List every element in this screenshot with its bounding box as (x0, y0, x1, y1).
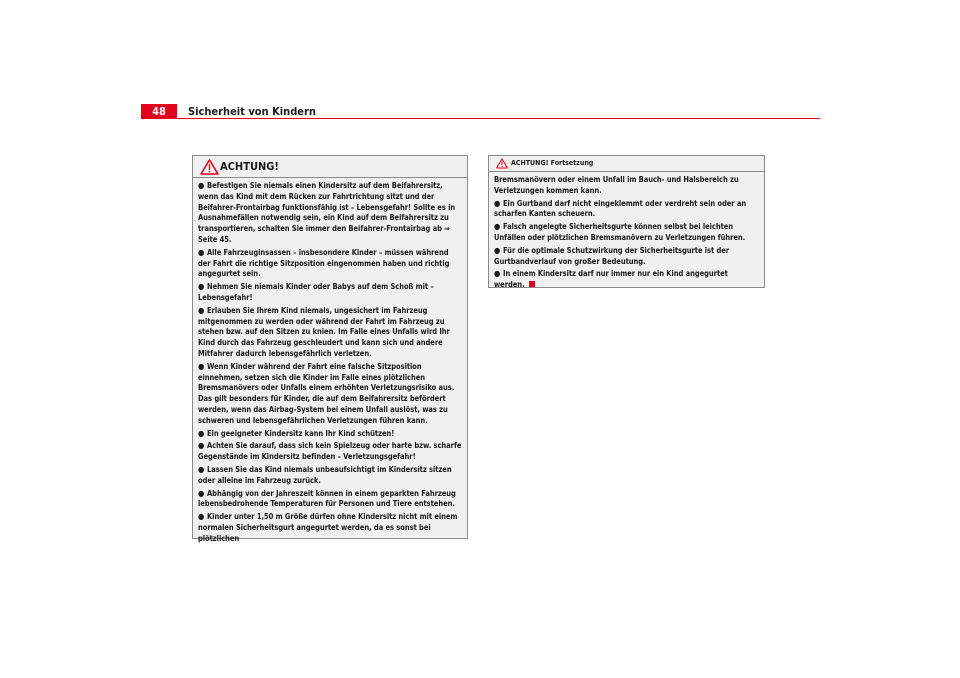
end-of-section-icon (529, 281, 535, 287)
bullet-icon: ● (198, 282, 205, 292)
list-item (494, 246, 759, 268)
list-item-text: Erlauben Sie Ihrem Kind niemals, ungesichert im Fahrzeug mitgenommen zu werden oder während der Fahrt im Fahrzeug zu stehen bzw. auf den Sitzen zu knien. Im Falle eines Unfalls wird Ihr Kind durch das Fahrzeug geschleudert und kann sich und andere Mitfahrer dadurch lebensgefährlich verletzen. (198, 305, 450, 358)
bullet-icon: ● (494, 198, 501, 208)
bullet-icon: ● (494, 222, 501, 232)
bullet-icon: ● (198, 464, 205, 474)
warning-box-continued (488, 155, 765, 288)
list-item-text: Abhängig von der Jahreszeit können in einem geparkten Fahrzeug lebensbedrohende Temperaturen für Personen und Tiere entstehen. (198, 488, 456, 509)
warning-heading: ACHTUNG! (220, 160, 279, 173)
bullet-icon: ● (198, 305, 205, 315)
list-item (198, 429, 462, 440)
list-item (198, 465, 462, 487)
bullet-icon: ● (494, 245, 501, 255)
list-item-text: Achten Sie darauf, dass sich kein Spielzeug oder harte bzw. scharfe Gegenstände im Kindersitz befinden – Verletzungsgefahr! (198, 441, 462, 462)
list-item-text: Wenn Kinder während der Fahrt eine falsche Sitzposition einnehmen, setzen sich die Kinder im Falle eines plötzlichen Bremsmanövers oder Unfalls einem erhöhten Verletzungsrisiko aus. Das gilt besonders für Kinder, die auf dem Beifahrersitz befördert werden, wenn das Airbag-System bei einem Unfall auslöst, was zu schweren und lebensgefährlichen Verletzungen führen kann. (198, 361, 455, 425)
list-item (198, 306, 462, 360)
warning-heading: ACHTUNG! Fortsetzung (511, 159, 594, 167)
warning-box (192, 155, 468, 543)
list-item-text: In einem Kindersitz darf nur immer nur ein Kind angegurtet werden. (494, 269, 728, 290)
list-item (198, 248, 462, 280)
list-item-text: Alle Fahrzeuginsassen – insbesondere Kinder – müssen während der Fahrt die richtige Sitzposition eingenommen haben und richtig angegurtet sein. (198, 247, 450, 279)
list-item-text: Falsch angelegte Sicherheitsgurte können selbst bei leichten Unfällen oder plötzlichen Bremsmanövern zu Verletzungen führen. (494, 222, 746, 242)
list-item (198, 512, 462, 544)
list-item-text: Nehmen Sie niemals Kinder oder Babys auf dem Schoß mit – Lebensgefahr! (198, 282, 434, 302)
list-item-text: Kinder unter 1,50 m Größe dürfen ohne Kindersitz nicht mit einem normalen Sicherheitsgurt angegurtet werden, da es sonst bei plötzlichen (198, 512, 458, 543)
list-item (198, 181, 462, 246)
page-title: Sicherheit von Kindern (188, 105, 316, 118)
bullet-icon: ● (198, 247, 205, 257)
bullet-icon: ● (494, 269, 501, 279)
bullet-icon: ● (198, 181, 205, 190)
bullet-icon: ● (198, 361, 205, 371)
list-item-text: Lassen Sie das Kind niemals unbeaufsichtigt im Kindersitz sitzen oder alleine im Fahrzeug zurück. (198, 464, 452, 485)
list-item (198, 282, 462, 304)
list-item-text: Befestigen Sie niemals einen Kindersitz auf dem Beifahrersitz, wenn das Kind mit dem Rücken zur Fahrtrichtung sitzt und der Beifahrer-Frontairbag funktionsfähig ist – Lebensgefahr! Sollte es in Ausnahmefällen notwendig sein, ein Kind auf dem Beifahrersitz zu transportieren, schalten Sie immer den Beifahrer-Frontairbag ab ⇒ Seite 45. (198, 181, 456, 244)
list-item (198, 441, 462, 463)
continuation-text: Bremsmanövern oder einem Unfall im Bauch- und Halsbereich zu Verletzungen kommen kann. (494, 175, 739, 195)
warning-box-header (489, 156, 764, 172)
warning-triangle-icon (200, 159, 219, 175)
list-item (494, 269, 759, 291)
list-item (494, 222, 759, 244)
list-item (494, 199, 759, 221)
list-item-text: Ein geeigneter Kindersitz kann Ihr Kind schützen! (207, 428, 395, 438)
page-number: 48 (141, 104, 177, 119)
list-item-text: Für die optimale Schutzwirkung der Sicherheitsgurte ist der Gurtbandverlauf von großer Bedeutung. (494, 245, 730, 266)
bullet-icon: ● (198, 441, 205, 451)
list-item (198, 362, 462, 427)
list-item-text: Ein Gurtband darf nicht eingeklemmt oder verdreht sein oder an scharfen Kanten scheuern. (494, 198, 747, 219)
bullet-icon: ● (198, 512, 205, 522)
list-item (198, 489, 462, 511)
warning-triangle-icon (496, 158, 508, 169)
warning-body (489, 172, 764, 291)
bullet-icon: ● (198, 488, 205, 498)
bullet-icon: ● (198, 428, 205, 438)
header-divider (177, 118, 820, 119)
warning-box-header (193, 156, 467, 178)
warning-body (193, 178, 467, 545)
